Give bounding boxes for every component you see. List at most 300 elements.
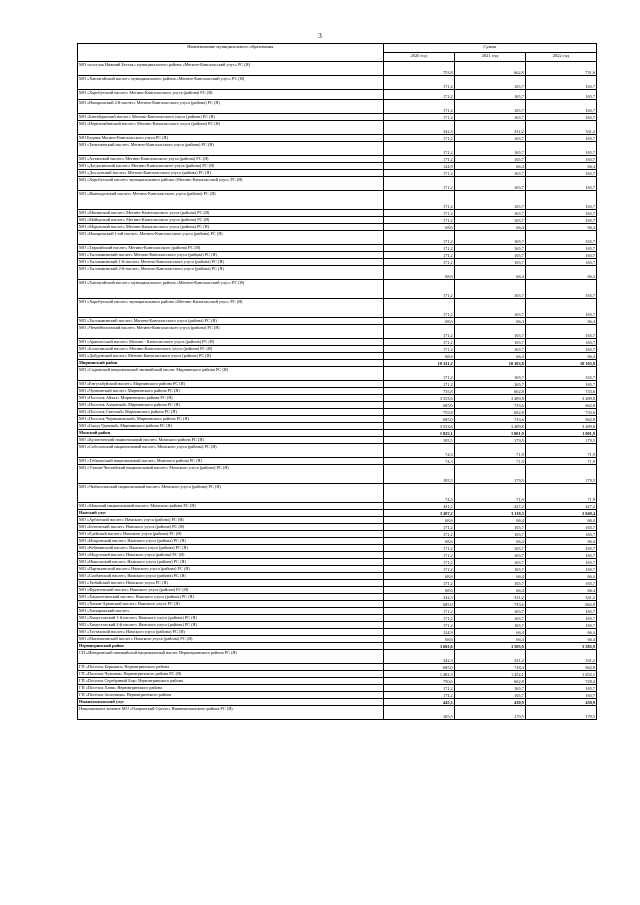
value-2020: 171,2	[383, 524, 454, 531]
value-2020: 171,2	[383, 76, 454, 90]
row-name: МО «Бютейдяхский наслег» Мегино-Кангаласского улуса (района) РС (Я)	[78, 114, 384, 121]
value-2020: 171,2	[383, 531, 454, 538]
row-name: СП «Иенгринский эвенкийский национальный наслег Нерюнгринского района РС (Я)	[78, 650, 384, 664]
table-row	[78, 699, 597, 706]
table-row	[78, 142, 597, 156]
value-2020: 3 207,2	[383, 510, 454, 517]
value-2022: 733,6	[525, 388, 596, 395]
value-2021: 71,9	[454, 444, 525, 458]
table-row	[78, 163, 597, 170]
row-name: МО «Чыбагалахский национальный наслег» Момского улуса (района) РС (Я)	[78, 484, 384, 503]
table-row	[78, 636, 597, 643]
value-2022: 165,7	[525, 100, 596, 114]
value-2020: 185,5	[383, 706, 454, 720]
value-2022: 165,7	[525, 245, 596, 252]
value-2020: 74,3	[383, 458, 454, 465]
value-2022: 165,7	[525, 545, 596, 552]
table-row	[78, 231, 597, 245]
value-2022: 66,4	[525, 573, 596, 580]
table-row	[78, 423, 597, 430]
value-2021: 3 595,9	[454, 643, 525, 650]
value-2021: 66,4	[454, 353, 525, 360]
value-2020: 171,2	[383, 135, 454, 142]
row-name: МО «Поселок Алмазный» Мирнинского района РС (Я)	[78, 402, 384, 409]
value-2020: 171,2	[383, 280, 454, 299]
table-row	[78, 259, 597, 266]
value-2022: 662,8	[525, 664, 596, 671]
table-row	[78, 671, 597, 678]
value-2021: 179,5	[454, 437, 525, 444]
row-name: МО «Тебилахский национальный наслег» Момского района РС (Я)	[78, 458, 384, 465]
row-name: МО «Тыллыминский наслег» Мегино-Кангаласского улуса (района) РС (Я)	[78, 318, 384, 325]
table-row	[78, 685, 597, 692]
row-name: МО «Бетюнский наслег» Намского улуса (района) РС (Я)	[78, 524, 384, 531]
row-name: МО «Салбанский наслег» Намского улуса (района) РС (Я)	[78, 573, 384, 580]
table-row	[78, 437, 597, 444]
table-row	[78, 608, 597, 615]
value-2021: 165,7	[454, 692, 525, 699]
value-2021: 165,7	[454, 90, 525, 100]
table-row	[78, 299, 597, 318]
value-2020: 124,9	[383, 629, 454, 636]
value-2022: 10 103,8	[525, 360, 596, 367]
value-2021: 165,7	[454, 622, 525, 629]
value-2020: 10 331,2	[383, 360, 454, 367]
row-name: Национальное кочевое МО «Олеринский Суктул» Нижнеколымского района РС (Я)	[78, 706, 384, 720]
value-2022: 165,7	[525, 325, 596, 339]
value-2020: 342,3	[383, 121, 454, 135]
value-2021: 662,8	[454, 62, 525, 76]
value-2020: 1 482,3	[383, 671, 454, 678]
table-row	[78, 318, 597, 325]
value-2021: 71,9	[454, 458, 525, 465]
value-2022: 165,7	[525, 552, 596, 559]
row-name: МО «Хомустахский 1-й наслег» Намского улуса (района) РС (Я)	[78, 615, 384, 622]
value-2022: 165,7	[525, 566, 596, 573]
value-2022: 3 049,4	[525, 510, 596, 517]
row-name: ГП «Поселок Серебряный Бор» Нерюнгринского района	[78, 678, 384, 685]
value-2021: 165,7	[454, 191, 525, 210]
value-2022: 66,4	[525, 266, 596, 280]
value-2022: 165,7	[525, 90, 596, 100]
table-row	[78, 552, 597, 559]
row-name: МО «Фрунзенский наслег» Намского улуса (района) РС (Я)	[78, 587, 384, 594]
table-row	[78, 217, 597, 224]
value-2021: 3 118,3	[454, 510, 525, 517]
value-2022: 71,9	[525, 444, 596, 458]
value-2022: 66,4	[525, 538, 596, 545]
value-2021: 3 489,8	[454, 395, 525, 402]
value-2020: 342,3	[383, 594, 454, 601]
value-2021: 165,7	[454, 280, 525, 299]
value-2020: 342,3	[383, 650, 454, 664]
value-2020: 171,2	[383, 685, 454, 692]
value-2021: 66,4	[454, 573, 525, 580]
value-2022: 728,4	[525, 678, 596, 685]
value-2022: 1 001,9	[525, 430, 596, 437]
table-row	[78, 210, 597, 217]
value-2020: 171,2	[383, 339, 454, 346]
value-2021: 733,6	[454, 601, 525, 608]
value-2021: 179,5	[454, 465, 525, 484]
table-row	[78, 465, 597, 484]
value-2021: 165,7	[454, 245, 525, 252]
value-2022: 66,4	[525, 629, 596, 636]
value-2020: 755,8	[383, 388, 454, 395]
value-2020: 68,6	[383, 538, 454, 545]
table-row	[78, 114, 597, 121]
row-name: МО «Никольский наслег» Намского улуса (района) РС (Я)	[78, 559, 384, 566]
value-2021: 66,4	[454, 318, 525, 325]
row-name: МО «Арангасский наслег» Мегино - Кангаласского улуса (района) РС (Я)	[78, 339, 384, 346]
value-2022: 179,5	[525, 706, 596, 720]
value-2020: 124,9	[383, 163, 454, 170]
table-row	[78, 629, 597, 636]
value-2020: 3 602,6	[383, 643, 454, 650]
value-2020: 685,0	[383, 416, 454, 423]
value-2021: 1 001,9	[454, 430, 525, 437]
table-row	[78, 503, 597, 510]
value-2020: 431,2	[383, 503, 454, 510]
value-2022: 662,8	[525, 416, 596, 423]
table-row	[78, 177, 597, 191]
value-2020: 171,2	[383, 191, 454, 210]
row-name: МО «Тюмэтинский наслег» Мегино-Кангаласского улуса (района) РС (Я)	[78, 142, 384, 156]
value-2021: 165,7	[454, 170, 525, 177]
table-row	[78, 692, 597, 699]
value-2020: 171,2	[383, 367, 454, 381]
row-name: МО «Морукский наслег» Мегино-Кангаласского улуса (района) РС (Я)	[78, 224, 384, 231]
table-row	[78, 615, 597, 622]
value-2022: 66,4	[525, 318, 596, 325]
row-name: МО Бедимя Мегино-Кангаласского улуса РС (Я)	[78, 135, 384, 142]
value-2022: 733,6	[525, 409, 596, 416]
value-2022: 165,7	[525, 156, 596, 163]
value-2022: 165,7	[525, 210, 596, 217]
table-row	[78, 266, 597, 280]
value-2020: 171,2	[383, 559, 454, 566]
value-2020: 171,2	[383, 156, 454, 163]
value-2021: 165,7	[454, 608, 525, 615]
value-2021: 165,7	[454, 339, 525, 346]
value-2020: 171,2	[383, 245, 454, 252]
value-2022: 165,7	[525, 339, 596, 346]
row-name: МО «Соболохский национальный наслег» Момского улуса (района) РС (Я)	[78, 444, 384, 458]
table-row	[78, 622, 597, 629]
table-row	[78, 100, 597, 114]
value-2022: 71,9	[525, 484, 596, 503]
value-2021: 662,8	[454, 678, 525, 685]
value-2022: 662,8	[525, 601, 596, 608]
row-name: МО «Нерюктяйинский наслег» Мегино-Кангаласского улуса (района) РС (Я)	[78, 121, 384, 135]
value-2022: 331,2	[525, 121, 596, 135]
value-2021: 662,8	[454, 409, 525, 416]
table-row	[78, 409, 597, 416]
row-name: МО «Бологинский наслег» Мегино-Кангаласского улуса (района) РС (Я)	[78, 346, 384, 353]
table-row	[78, 121, 597, 135]
value-2022: 165,7	[525, 524, 596, 531]
page-number: 3	[318, 32, 322, 40]
value-2022: 3 585,9	[525, 643, 596, 650]
row-name: МО «Город Удачный» Мирнинского района РС (Я)	[78, 423, 384, 430]
value-2021: 165,7	[454, 299, 525, 318]
table-row	[78, 170, 597, 177]
value-2021: 66,4	[454, 636, 525, 643]
row-name: МО «Поселок Айхал» Мирнинского района РС (Я)	[78, 395, 384, 402]
table-row	[78, 566, 597, 573]
value-2021: 165,7	[454, 615, 525, 622]
value-2021: 66,4	[454, 587, 525, 594]
value-2020: 171,2	[383, 259, 454, 266]
value-2020: 685,0	[383, 601, 454, 608]
table-row	[78, 458, 597, 465]
value-2020: 753,8	[383, 62, 454, 76]
row-name: МО «Хамагаттинский наслег» Намского улуса (района) РС (Я)	[78, 594, 384, 601]
value-2022: 66,4	[525, 224, 596, 231]
value-2022: 165,7	[525, 191, 596, 210]
value-2021: 66,4	[454, 266, 525, 280]
table-row	[78, 339, 597, 346]
value-2022: 66,4	[525, 353, 596, 360]
value-2021: 165,7	[454, 252, 525, 259]
table-row	[78, 430, 597, 437]
row-name: МО «Едейский наслег» Намского улуса (района) РС (Я)	[78, 531, 384, 538]
value-2022: 165,7	[525, 259, 596, 266]
row-name: ГП «Поселок Чульман» Нерюнгринского района РС (Я)	[78, 671, 384, 678]
table-row	[78, 353, 597, 360]
value-2022: 165,7	[525, 531, 596, 538]
value-2020: 74,3	[383, 484, 454, 503]
value-2021: 165,7	[454, 559, 525, 566]
row-name: МО «Поселок Светлый» Мирнинского района РС (Я)	[78, 409, 384, 416]
table-row	[78, 156, 597, 163]
value-2020: 171,2	[383, 299, 454, 318]
value-2021: 165,7	[454, 76, 525, 90]
value-2022: 165,7	[525, 76, 596, 90]
header-year-2022: 2022 год	[525, 53, 596, 62]
value-2021: 66,4	[454, 538, 525, 545]
table-body	[78, 62, 597, 720]
value-2021: 66,4	[454, 163, 525, 170]
row-name: ГП «Поселок Хани» Нерюнгринского района	[78, 685, 384, 692]
value-2022: 165,7	[525, 559, 596, 566]
row-name: ГП «Поселок Золотинка» Нерюнгринского района	[78, 692, 384, 699]
value-2021: 66,4	[454, 224, 525, 231]
value-2021: 1 452,1	[454, 671, 525, 678]
table-row	[78, 664, 597, 671]
value-2022: 1 452,1	[525, 671, 596, 678]
value-2020: 171,2	[383, 252, 454, 259]
value-2020: 68,6	[383, 266, 454, 280]
value-2022: 165,7	[525, 346, 596, 353]
value-2020: 171,2	[383, 346, 454, 353]
value-2021: 165,7	[454, 367, 525, 381]
value-2020: 68,6	[383, 353, 454, 360]
value-2021: 165,7	[454, 685, 525, 692]
table-row	[78, 484, 597, 503]
value-2021: 430,9	[454, 699, 525, 706]
value-2021: 165,7	[454, 156, 525, 163]
value-2020: 68,6	[383, 318, 454, 325]
table-row	[78, 538, 597, 545]
value-2022: 165,7	[525, 280, 596, 299]
value-2022: 165,7	[525, 177, 596, 191]
row-name: Момский район	[78, 430, 384, 437]
row-name: МО «Тыллыминский 2-й наслег» Мегино-Кангаласского улуса (района) РС (Я)	[78, 266, 384, 280]
row-name: МО «Хаптагайский наслег» муниципального района «Мегино-Кангаласский улус» РС (Я)	[78, 280, 384, 299]
table-row	[78, 416, 597, 423]
value-2020: 68,6	[383, 517, 454, 524]
value-2020: 3 553,6	[383, 423, 454, 430]
value-2020: 171,2	[383, 580, 454, 587]
table-row	[78, 395, 597, 402]
value-2022: 662,8	[525, 402, 596, 409]
row-name: МО «Хатырыкский наслег»	[78, 608, 384, 615]
value-2022: 179,5	[525, 437, 596, 444]
value-2022: 165,7	[525, 692, 596, 699]
value-2020: 171,2	[383, 177, 454, 191]
row-name: МО «Тыллыминский наслег» Мегино-Кангаласского улуса (района) РС (Я)	[78, 252, 384, 259]
header-sum: Сумма	[383, 44, 596, 53]
value-2020: 171,2	[383, 325, 454, 339]
value-2021: 165,7	[454, 177, 525, 191]
row-name: МО «Хоробутский наслег» муниципального района «Мегино-Кангаласский улус» РС (Я)	[78, 299, 384, 318]
value-2022: 165,7	[525, 381, 596, 388]
value-2021: 165,7	[454, 531, 525, 538]
value-2020: 171,2	[383, 615, 454, 622]
value-2022: 165,7	[525, 114, 596, 121]
row-name: МО «Партизанский наслег» Намского улуса (района) РС (Я)	[78, 566, 384, 573]
value-2021: 71,9	[454, 484, 525, 503]
value-2020: 171,2	[383, 90, 454, 100]
table-row	[78, 252, 597, 259]
row-name: МО «Арбагский наслег» Намского улуса (района) РС (Я)	[78, 517, 384, 524]
table-row	[78, 280, 597, 299]
value-2022: 165,7	[525, 580, 596, 587]
table-row	[78, 360, 597, 367]
value-2021: 331,2	[454, 594, 525, 601]
row-name: МО «Поселок Чернышевский» Мирнинского района РС (Я)	[78, 416, 384, 423]
value-2020: 171,2	[383, 608, 454, 615]
value-2022: 331,2	[525, 650, 596, 664]
table-row	[78, 76, 597, 90]
value-2021: 179,5	[454, 706, 525, 720]
value-2022: 3 489,8	[525, 423, 596, 430]
table-row	[78, 381, 597, 388]
value-2020: 171,2	[383, 210, 454, 217]
table-row	[78, 643, 597, 650]
row-name: МО «Улахан-Чистайский национальный наслег» Момского улуса (района) РС (Я)	[78, 465, 384, 484]
value-2020: 171,2	[383, 170, 454, 177]
value-2020: 68,6	[383, 636, 454, 643]
value-2022: 165,7	[525, 252, 596, 259]
row-name: МО «Хомустахский 2-й наслег» Намского улуса (района) РС (Я)	[78, 622, 384, 629]
table-row	[78, 90, 597, 100]
table-row	[78, 545, 597, 552]
value-2021: 165,7	[454, 346, 525, 353]
row-name: Нижнеколымский улус	[78, 699, 384, 706]
table-row	[78, 367, 597, 381]
value-2021: 733,6	[454, 416, 525, 423]
value-2021: 662,8	[454, 388, 525, 395]
value-2022: 165,7	[525, 615, 596, 622]
value-2020: 755,8	[383, 409, 454, 416]
row-name: Нерюнгринский район	[78, 643, 384, 650]
value-2020: 171,2	[383, 622, 454, 629]
header-name: Наименование муниципального образования	[78, 44, 384, 62]
table-row	[78, 650, 597, 664]
table-row	[78, 601, 597, 608]
value-2020: 1 025,1	[383, 430, 454, 437]
value-2022: 66,4	[525, 163, 596, 170]
value-2022: 165,7	[525, 135, 596, 142]
value-2020: 3 553,6	[383, 395, 454, 402]
value-2022: 331,2	[525, 594, 596, 601]
table-row	[78, 573, 597, 580]
value-2021: 728,4	[454, 664, 525, 671]
value-2021: 165,7	[454, 135, 525, 142]
value-2020: 171,2	[383, 142, 454, 156]
value-2021: 165,7	[454, 381, 525, 388]
table-row	[78, 444, 597, 458]
value-2022: 165,7	[525, 367, 596, 381]
row-name: МО «поселок Нижний Бестях» муниципального района «Мегино-Кангаласский улус» РС (Я)	[78, 62, 384, 76]
value-2021: 331,2	[454, 650, 525, 664]
value-2020: 171,2	[383, 114, 454, 121]
value-2021: 165,7	[454, 580, 525, 587]
table-row	[78, 191, 597, 210]
value-2020: 171,2	[383, 566, 454, 573]
row-name: МО «Момский национальный наслег» Момского района РС (Я)	[78, 503, 384, 510]
row-name: МО «Тарагайский наслег» Мегино-Кангаласского (района) РС (Я)	[78, 245, 384, 252]
value-2020: 171,2	[383, 231, 454, 245]
row-name: МО «Хоробутский наслег» муниципального района «Мегино-Кангаласский улус» РС (Я)	[78, 177, 384, 191]
row-name: МО «Майорский наслег» Мегино-Кангаласского улуса (района) РС (Я)	[78, 217, 384, 224]
value-2022: 71,9	[525, 458, 596, 465]
value-2020: 185,5	[383, 465, 454, 484]
row-name: МО «Нахаринский 1-ый наслег» Мегино-Кангаласского улуса (района) РС (Я)	[78, 231, 384, 245]
value-2021: 165,7	[454, 114, 525, 121]
row-name: МО «Дойдунский наслег» Мегино-Кангаласского улуса (района) РС (Я)	[78, 353, 384, 360]
value-2022: 179,5	[525, 465, 596, 484]
row-name: МО «Хатын-Арынский наслег» Намского улуса РС (Я)	[78, 601, 384, 608]
value-2021: 165,7	[454, 552, 525, 559]
header-year-2020: 2020 год	[383, 53, 454, 62]
value-2021: 165,7	[454, 566, 525, 573]
row-name: МО «Жанходонский наслег» Мегино-Кангаласского улуса (района) РС (Я)	[78, 191, 384, 210]
row-name: Мирнинский район	[78, 360, 384, 367]
table-row	[78, 510, 597, 517]
value-2020: 68,6	[383, 587, 454, 594]
row-name: МО «Хоробутский наслег» Мегино-Кангаласского улуса (района) РС (Я)	[78, 90, 384, 100]
row-name: МО «Тюбяйский наслег» Намского улуса РС (Я)	[78, 580, 384, 587]
row-name: МО «Кулатгинский национальный наслег» Момского района РС (Я)	[78, 437, 384, 444]
row-name: ГП «Поселок Беркакит» Нерюнгринского района	[78, 664, 384, 671]
row-name: МО «Доллунский наслег» Мегино-Кангаласского улуса (района) РС (Я)	[78, 170, 384, 177]
value-2022: 165,7	[525, 170, 596, 177]
value-2022: 165,7	[525, 685, 596, 692]
value-2022: 731,6	[525, 62, 596, 76]
value-2020: 68,6	[383, 224, 454, 231]
value-2021: 165,7	[454, 217, 525, 224]
row-name: МО «Искровский наслег» Намского улуса (района) РС (Я)	[78, 538, 384, 545]
value-2021: 427,2	[454, 503, 525, 510]
row-name: МО «Хаптагайский наслег» муниципального района «Мегино-Кангаласский улус» РС (Я)	[78, 76, 384, 90]
value-2020: 171,2	[383, 545, 454, 552]
value-2021: 733,6	[454, 402, 525, 409]
value-2022: 165,7	[525, 142, 596, 156]
value-2021: 331,2	[454, 121, 525, 135]
